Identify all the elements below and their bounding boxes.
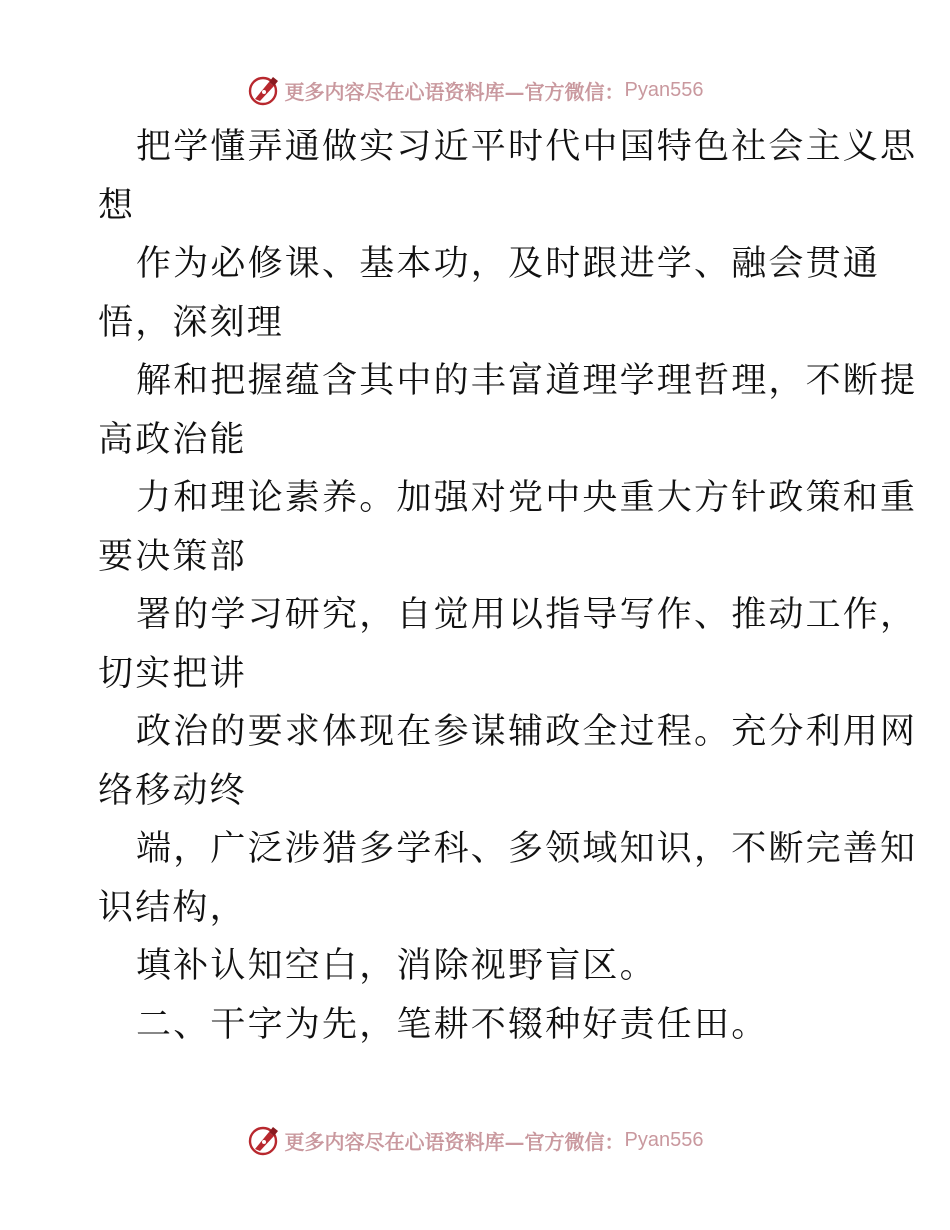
paragraph-line: 填补认知空白，消除视野盲区。	[136, 946, 657, 986]
paragraph-line: 络移动终	[98, 770, 247, 811]
paragraph-line: 要决策部	[98, 536, 247, 577]
paragraph-line: 署的学习研究，自觉用以指导写作、推动工作，	[136, 595, 918, 635]
header-banner	[0, 70, 950, 110]
pen-nib-circle-icon	[247, 1123, 281, 1157]
footer-text: 更多内容尽在心语资料库—官方微信：	[284, 1129, 625, 1154]
header-wechat-id: Pyan556	[624, 78, 704, 101]
paragraph-line: 切实把讲	[98, 653, 247, 694]
paragraph-line: 悟，深刻理	[98, 302, 285, 343]
paragraph-line: 把学懂弄通做实习近平时代中国特色社会主义思	[136, 127, 918, 167]
paragraph-line: 解和把握蕴含其中的丰富道理学理哲理，不断提	[136, 361, 918, 401]
paragraph-line: 高政治能	[98, 419, 247, 460]
document-body	[98, 118, 918, 1054]
paragraph-line: 政治的要求体现在参谋辅政全过程。充分利用网	[136, 712, 918, 752]
paragraph-line: 端，广泛涉猎多学科、多领域知识，不断完善知	[136, 829, 918, 869]
footer-wechat-id: Pyan556	[624, 1128, 704, 1151]
paragraph-line: 力和理论素养。加强对党中央重大方针政策和重	[136, 478, 918, 518]
paragraph-line: 二、干字为先，笔耕不辍种好责任田。	[136, 1004, 769, 1045]
paragraph-line: 想	[98, 185, 136, 226]
header-text: 更多内容尽在心语资料库—官方微信：	[284, 79, 625, 104]
pen-nib-circle-icon	[247, 73, 281, 107]
footer-banner	[0, 1120, 950, 1160]
paragraph-line: 作为必修课、基本功，及时跟进学、融会贯通	[136, 244, 881, 284]
paragraph-line: 识结构，	[98, 887, 247, 928]
